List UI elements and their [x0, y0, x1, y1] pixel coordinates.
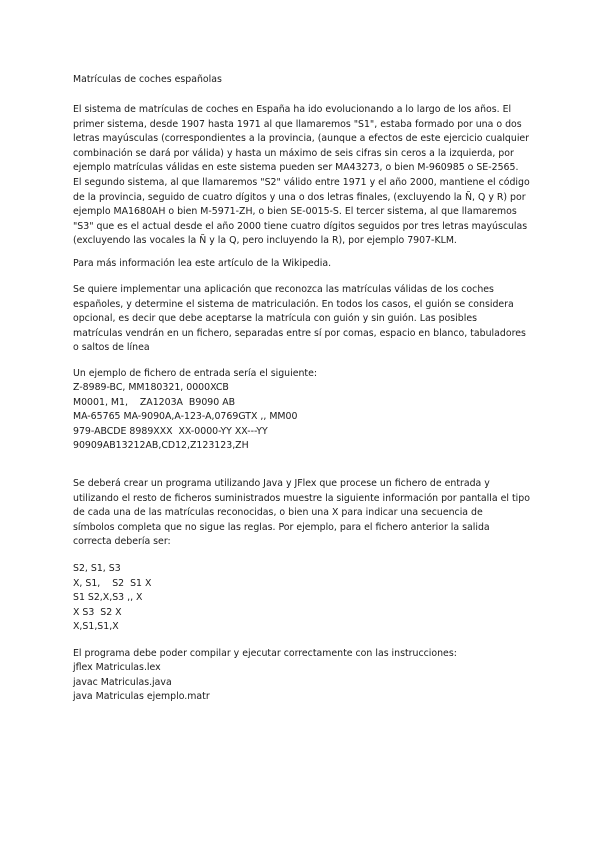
document-title: Matrículas de coches españolas: [73, 74, 222, 85]
intro-line: primer sistema, desde 1907 hasta 1971 al que llamaremos "S1", estaba formado por una o dos: [73, 118, 522, 130]
command-line: jflex Matriculas.lex: [73, 662, 161, 673]
output-line: X,S1,S1,X: [73, 621, 119, 633]
output-intro-line: Se deberá crear un programa utilizando Java y JFlex que procese un fichero de entrada y: [73, 478, 490, 489]
command-block: [73, 661, 529, 705]
intro-line: El segundo sistema, al que llamaremos "S2" válido entre 1971 y el año 2000, mantiene el código: [73, 176, 530, 188]
output-line: S1 S2,X,S3 ,, X: [73, 592, 143, 604]
intro-line: combinación se dará por válida) y hasta un máximo de seis cifras sin ceros a la izquierda, por: [73, 147, 514, 159]
example-line: 979-ABCDE 8989XXX XX-0000-YY XX---YY: [73, 425, 268, 437]
intro-line: "S3" que es el actual desde el año 2000 tiene cuatro dígitos seguidos por tres letras mayúsculas: [73, 220, 528, 232]
output-intro-line: símbolos completa que no sigue las reglas. Por ejemplo, para el fichero anterior la salida: [73, 521, 490, 533]
command-line: java Matriculas ejemplo.matr: [73, 691, 210, 703]
intro-paragraph: [73, 103, 529, 249]
task-line: opcional, es decir que debe aceptarse la matrícula con guión y sin guión. Las posibles: [73, 313, 477, 325]
task-line: o saltos de línea: [73, 342, 150, 354]
intro-line: El sistema de matrículas de coches en España ha ido evolucionando a lo largo de los años. El: [73, 104, 512, 115]
intro-line: ejemplo matrículas válidas en este sistema pueden ser MA43273, o bien M-960985 o SE-2565.: [73, 162, 519, 174]
compile-heading: El programa debe poder compilar y ejecutar correctamente con las instrucciones:: [73, 648, 457, 659]
intro-line: de la provincia, seguido de cuatro dígitos y una o dos letras finales, (excluyendo la Ñ, Q y R) por: [73, 191, 526, 203]
example-input-block: [73, 381, 529, 454]
command-line: javac Matriculas.java: [73, 676, 172, 688]
task-paragraph: [73, 283, 529, 356]
intro-line: (excluyendo las vocales la Ñ y la Q, pero incluyendo la R), por ejemplo 7907-KLM.: [73, 235, 457, 247]
wikipedia-reference: Para más información lea este artículo de la Wikipedia.: [73, 258, 332, 269]
output-intro-line: de cada una de las matrículas reconocidas, o bien una X para indicar una secuencia de: [73, 507, 483, 519]
task-line: españoles, y determine el sistema de matriculación. En todos los casos, el guión se considera: [73, 298, 514, 310]
example-line: M0001, M1, ZA1203A B9090 AB: [73, 396, 236, 408]
task-line: Se quiere implementar una aplicación que reconozca las matrículas válidas de los coches: [73, 284, 494, 295]
intro-line: letras mayúsculas (correspondientes a la provincia, (aunque a efectos de este ejercicio cualquier: [73, 133, 530, 145]
example-heading: Un ejemplo de fichero de entrada sería el siguiente:: [73, 368, 318, 379]
output-description-paragraph: [73, 477, 529, 550]
example-line: Z-8989-BC, MM180321, 0000XCB: [73, 382, 229, 393]
output-line: X S3 S2 X: [73, 606, 122, 618]
output-intro-line: correcta debería ser:: [73, 536, 171, 548]
output-intro-line: utilizando el resto de ficheros suministrados muestre la siguiente información por pantalla el tipo: [73, 492, 530, 504]
example-line: MA-65765 MA-9090A,A-123-A,0769GTX ,, MM00: [73, 411, 298, 423]
example-line: 90909AB13212AB,CD12,Z123123,ZH: [73, 440, 249, 452]
output-line: S2, S1, S3: [73, 563, 121, 574]
expected-output-block: [73, 562, 529, 635]
task-line: matrículas vendrán en un fichero, separadas entre sí por comas, espacio en blanco, tabuladores: [73, 327, 526, 339]
output-line: X, S1, S2 S1 X: [73, 577, 152, 589]
intro-line: ejemplo MA1680AH o bien M-5971-ZH, o bien SE-0015-S. El tercer sistema, al que llamaremos: [73, 206, 517, 218]
